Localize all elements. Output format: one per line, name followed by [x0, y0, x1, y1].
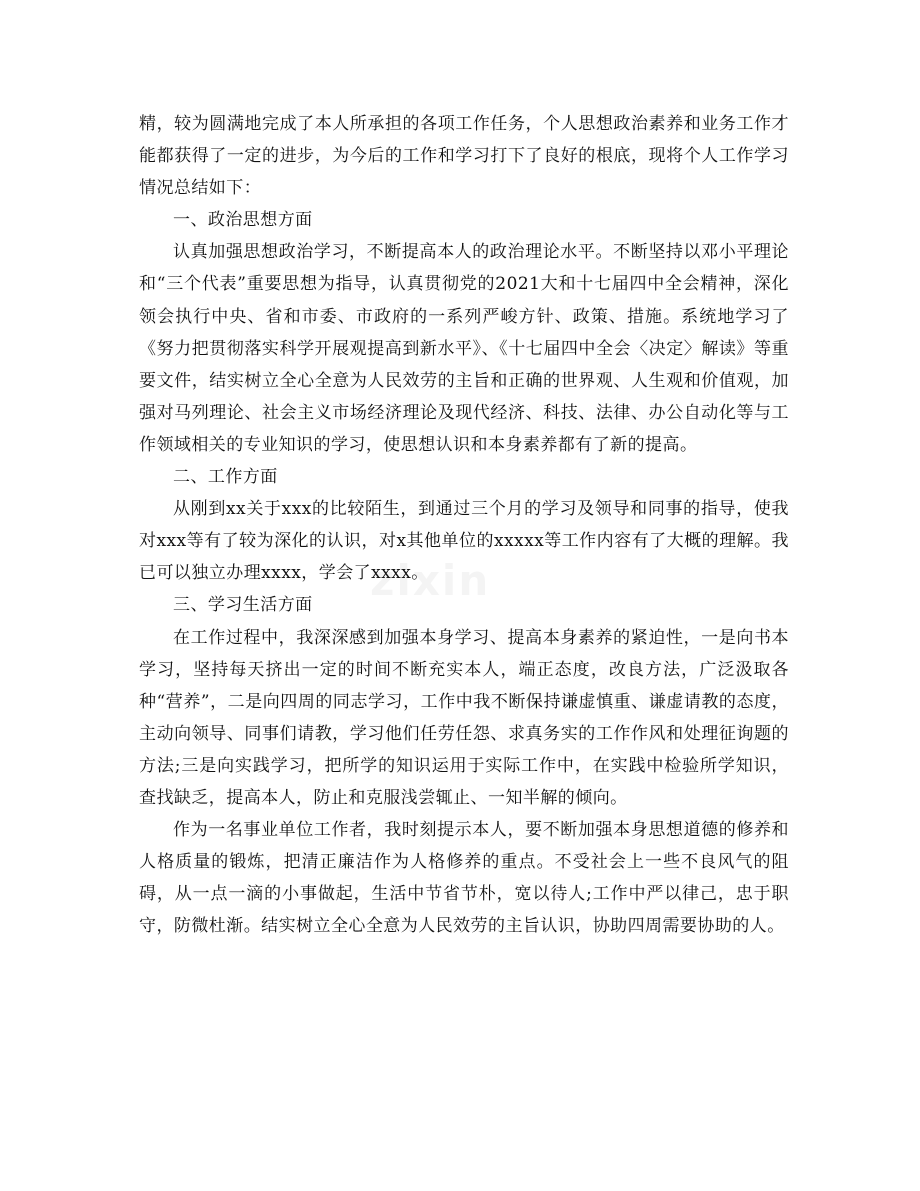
section-heading-study-life: 三、学习生活方面 — [173, 595, 313, 616]
politics-paragraph: 认真加强思想政治学习，不断提高本人的政治理论水平。不断坚持以邓小平理论和“三个代表”重要思想为指导，认真贯彻党的2021大和十七届四中全会精神，深化领会执行中央、省和市委、市政府的一系列严峻方针、政策、措施。系统地学习了《努力把贯彻落实科学开展观提高到新水平》、《十七届四中全会〈决定〉解读》等重要文件，结实树立全心全意为人民效劳的主旨和正确的世界观、人生观和价值观，加强对马列理论、社会主义市场经济理论及现代经济、科技、法律、办公自动化等与工作领域相关的专业知识的学习，使思想认识和本身素养都有了新的提高。 — [139, 242, 789, 455]
work-paragraph: 从刚到xx关于xxx的比较陌生，到通过三个月的学习及领导和同事的指导，使我对xxx等有了较为深化的认识，对x其他单位的xxxxx等工作内容有了大概的理解。我已可以独立办理xxxx，学会了xxxx。 — [139, 499, 789, 584]
document-body — [139, 108, 789, 942]
intro-paragraph: 精，较为圆满地完成了本人所承担的各项工作任务，个人思想政治素养和业务工作才能都获得了一定的进步，为今后的工作和学习打下了良好的根底，现将个人工作学习情况总结如下： — [139, 114, 789, 199]
study-life-paragraph: 在工作过程中，我深深感到加强本身学习、提高本身素养的紧迫性，一是向书本学习，坚持每天挤出一定的时间不断充实本人，端正态度，改良方法，广泛汲取各种“营养”，二是向四周的同志学习，工作中我不断保持谦虚慎重、谦虚请教的态度，主动向领导、同事们请教，学习他们任劳任怨、求真务实的工作作风和处理征询题的方法;三是向实践学习，把所学的知识运用于实际工作中，在实践中检验所学知识，查找缺乏，提高本人，防止和克服浅尝辄止、一知半解的倾向。 — [139, 627, 789, 808]
section-heading-politics: 一、政治思想方面 — [173, 210, 313, 231]
section-heading-work: 二、工作方面 — [173, 467, 278, 488]
conduct-paragraph: 作为一名事业单位工作者，我时刻提示本人，要不断加强本身思想道德的修养和人格质量的锻炼，把清正廉洁作为人格修养的重点。不受社会上一些不良风气的阻碍，从一点一滴的小事做起，生活中节省节朴，宽以待人;工作中严以律己，忠于职守，防微杜渐。结实树立全心全意为人民效劳的主旨认识，协助四周需要协助的人。 — [139, 820, 789, 937]
